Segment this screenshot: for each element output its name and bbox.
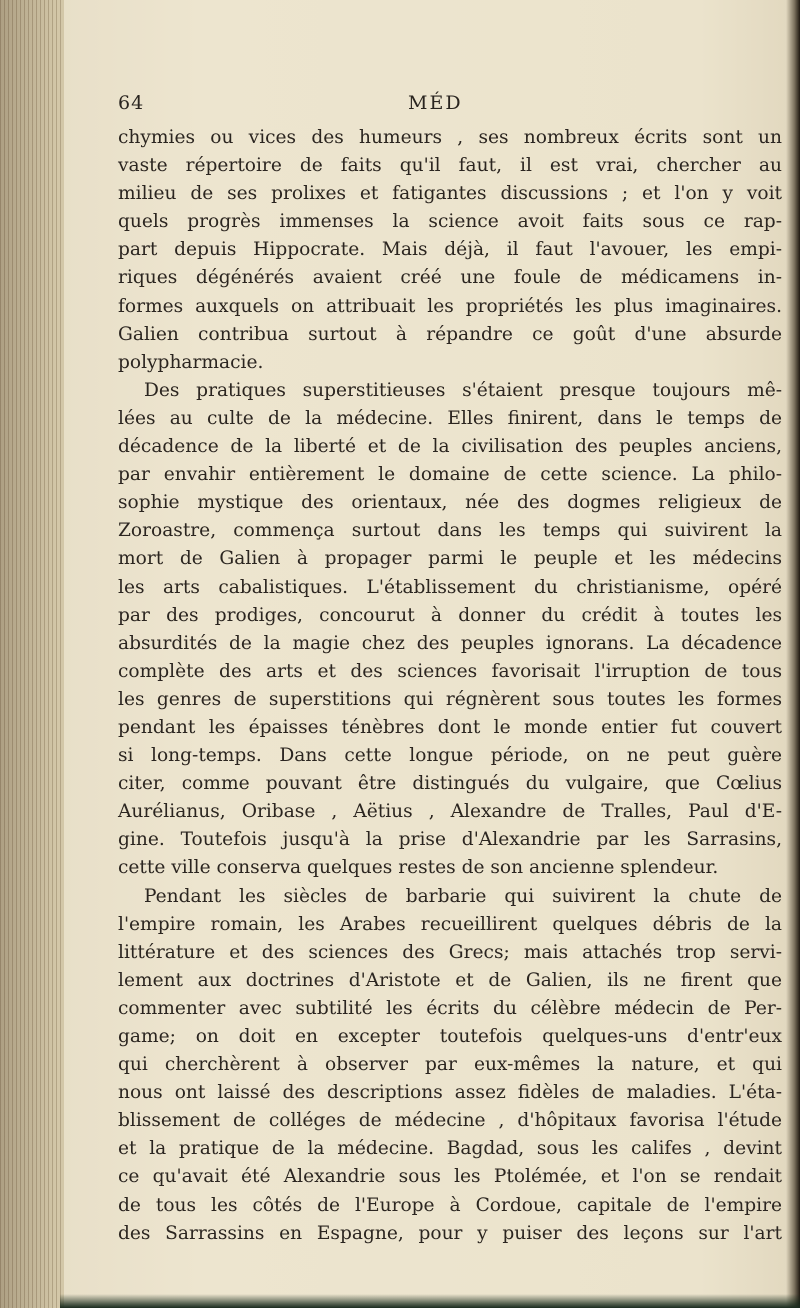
running-head: MÉD (408, 92, 463, 114)
book-spine (0, 0, 64, 1308)
text-line: ce qu'avait été Alexandrie sous les Ptolémée, et l'on se rendait (118, 1166, 782, 1188)
text-line: citer, comme pouvant être distingués du vulgaire, que Cœlius (118, 773, 782, 795)
text-line: absurdités de la magie chez des peuples ignorans. La décadence (118, 632, 782, 654)
page-number: 64 (118, 92, 145, 114)
text-line: sophie mystique des orientaux, née des dogmes religieux de (118, 492, 782, 514)
text-line: Des pratiques superstitieuses s'étaient presque toujours mê- (144, 379, 782, 401)
text-line: gine. Toutefois jusqu'à la prise d'Alexandrie par les Sarrasins, (118, 829, 782, 851)
text-line: lées au culte de la médecine. Elles finirent, dans le temps de (118, 407, 782, 429)
page-bottom-edge (60, 1294, 800, 1308)
text-line: blissement de colléges de médecine , d'hôpitaux favorisa l'étude (118, 1110, 782, 1132)
text-line: mort de Galien à propager parmi le peuple et les médecins (118, 548, 782, 570)
text-line: qui cherchèrent à observer par eux-mêmes la nature, et qui (118, 1054, 782, 1076)
text-line: quels progrès immenses la science avoit faits sous ce rap- (118, 211, 782, 233)
text-line: et la pratique de la médecine. Bagdad, sous les califes , devint (118, 1138, 782, 1160)
text-line: par des prodiges, concourut à donner du crédit à toutes les (118, 604, 782, 626)
text-line: game; on doit en excepter toutefois quelques-uns d'entr'eux (118, 1026, 782, 1047)
text-line: par envahir entièrement le domaine de cette science. La philo- (118, 464, 782, 486)
text-line: Zoroastre, commença surtout dans les temps qui suivirent la (118, 520, 782, 542)
text-line: lement aux doctrines d'Aristote et de Galien, ils ne firent que (118, 969, 782, 991)
text-line: si long-temps. Dans cette longue période, on ne peut guère (118, 745, 782, 767)
text-line: cette ville conserva quelques restes de son ancienne splendeur. (118, 857, 719, 879)
text-line: nous ont laissé des descriptions assez fidèles de maladies. L'éta- (118, 1082, 782, 1104)
text-line: des Sarrassins en Espagne, pour y puiser des leçons sur l'art (118, 1222, 782, 1244)
text-line: l'empire romain, les Arabes recueillirent quelques débris de la (118, 913, 782, 935)
text-line: Pendant les siècles de barbarie qui suivirent la chute de (144, 885, 782, 907)
text-line: pendant les épaisses ténèbres dont le monde entier fut couvert (118, 716, 782, 738)
text-line: Aurélianus, Oribase , Aëtius , Alexandre de Tralles, Paul d'E- (118, 801, 782, 823)
text-line: commenter avec subtilité les écrits du célèbre médecin de Per- (118, 997, 782, 1019)
text-line: de tous les côtés de l'Europe à Cordoue, capitale de l'empire (118, 1194, 782, 1216)
page-right-edge (786, 0, 800, 1308)
text-line: milieu de ses prolixes et fatigantes discussions ; et l'on y voit (118, 183, 782, 205)
text-line: chymies ou vices des humeurs , ses nombreux écrits sont un (118, 127, 782, 148)
text-line: les genres de superstitions qui régnèrent sous toutes les formes (118, 688, 782, 710)
page-header (118, 92, 782, 122)
text-line: complète des arts et des sciences favorisait l'irruption de tous (118, 660, 782, 682)
text-line: formes auxquels on attribuait les propriétés les plus imaginaires. (118, 295, 782, 317)
body-text (118, 124, 782, 1248)
text-line: polypharmacie. (118, 351, 264, 373)
text-line: part depuis Hippocrate. Mais déjà, il faut l'avouer, les empi- (118, 239, 782, 261)
text-line: Galien contribua surtout à répandre ce goût d'une absurde (118, 323, 782, 345)
text-line: décadence de la liberté et de la civilisation des peuples anciens, (118, 436, 782, 458)
text-line: vaste répertoire de faits qu'il faut, il est vrai, chercher au (118, 155, 782, 177)
text-line: littérature et des sciences des Grecs; mais attachés trop servi- (118, 941, 782, 963)
text-line: les arts cabalistiques. L'établissement du christianisme, opéré (118, 576, 782, 598)
text-line: riques dégénérés avaient créé une foule de médicamens in- (118, 267, 782, 289)
